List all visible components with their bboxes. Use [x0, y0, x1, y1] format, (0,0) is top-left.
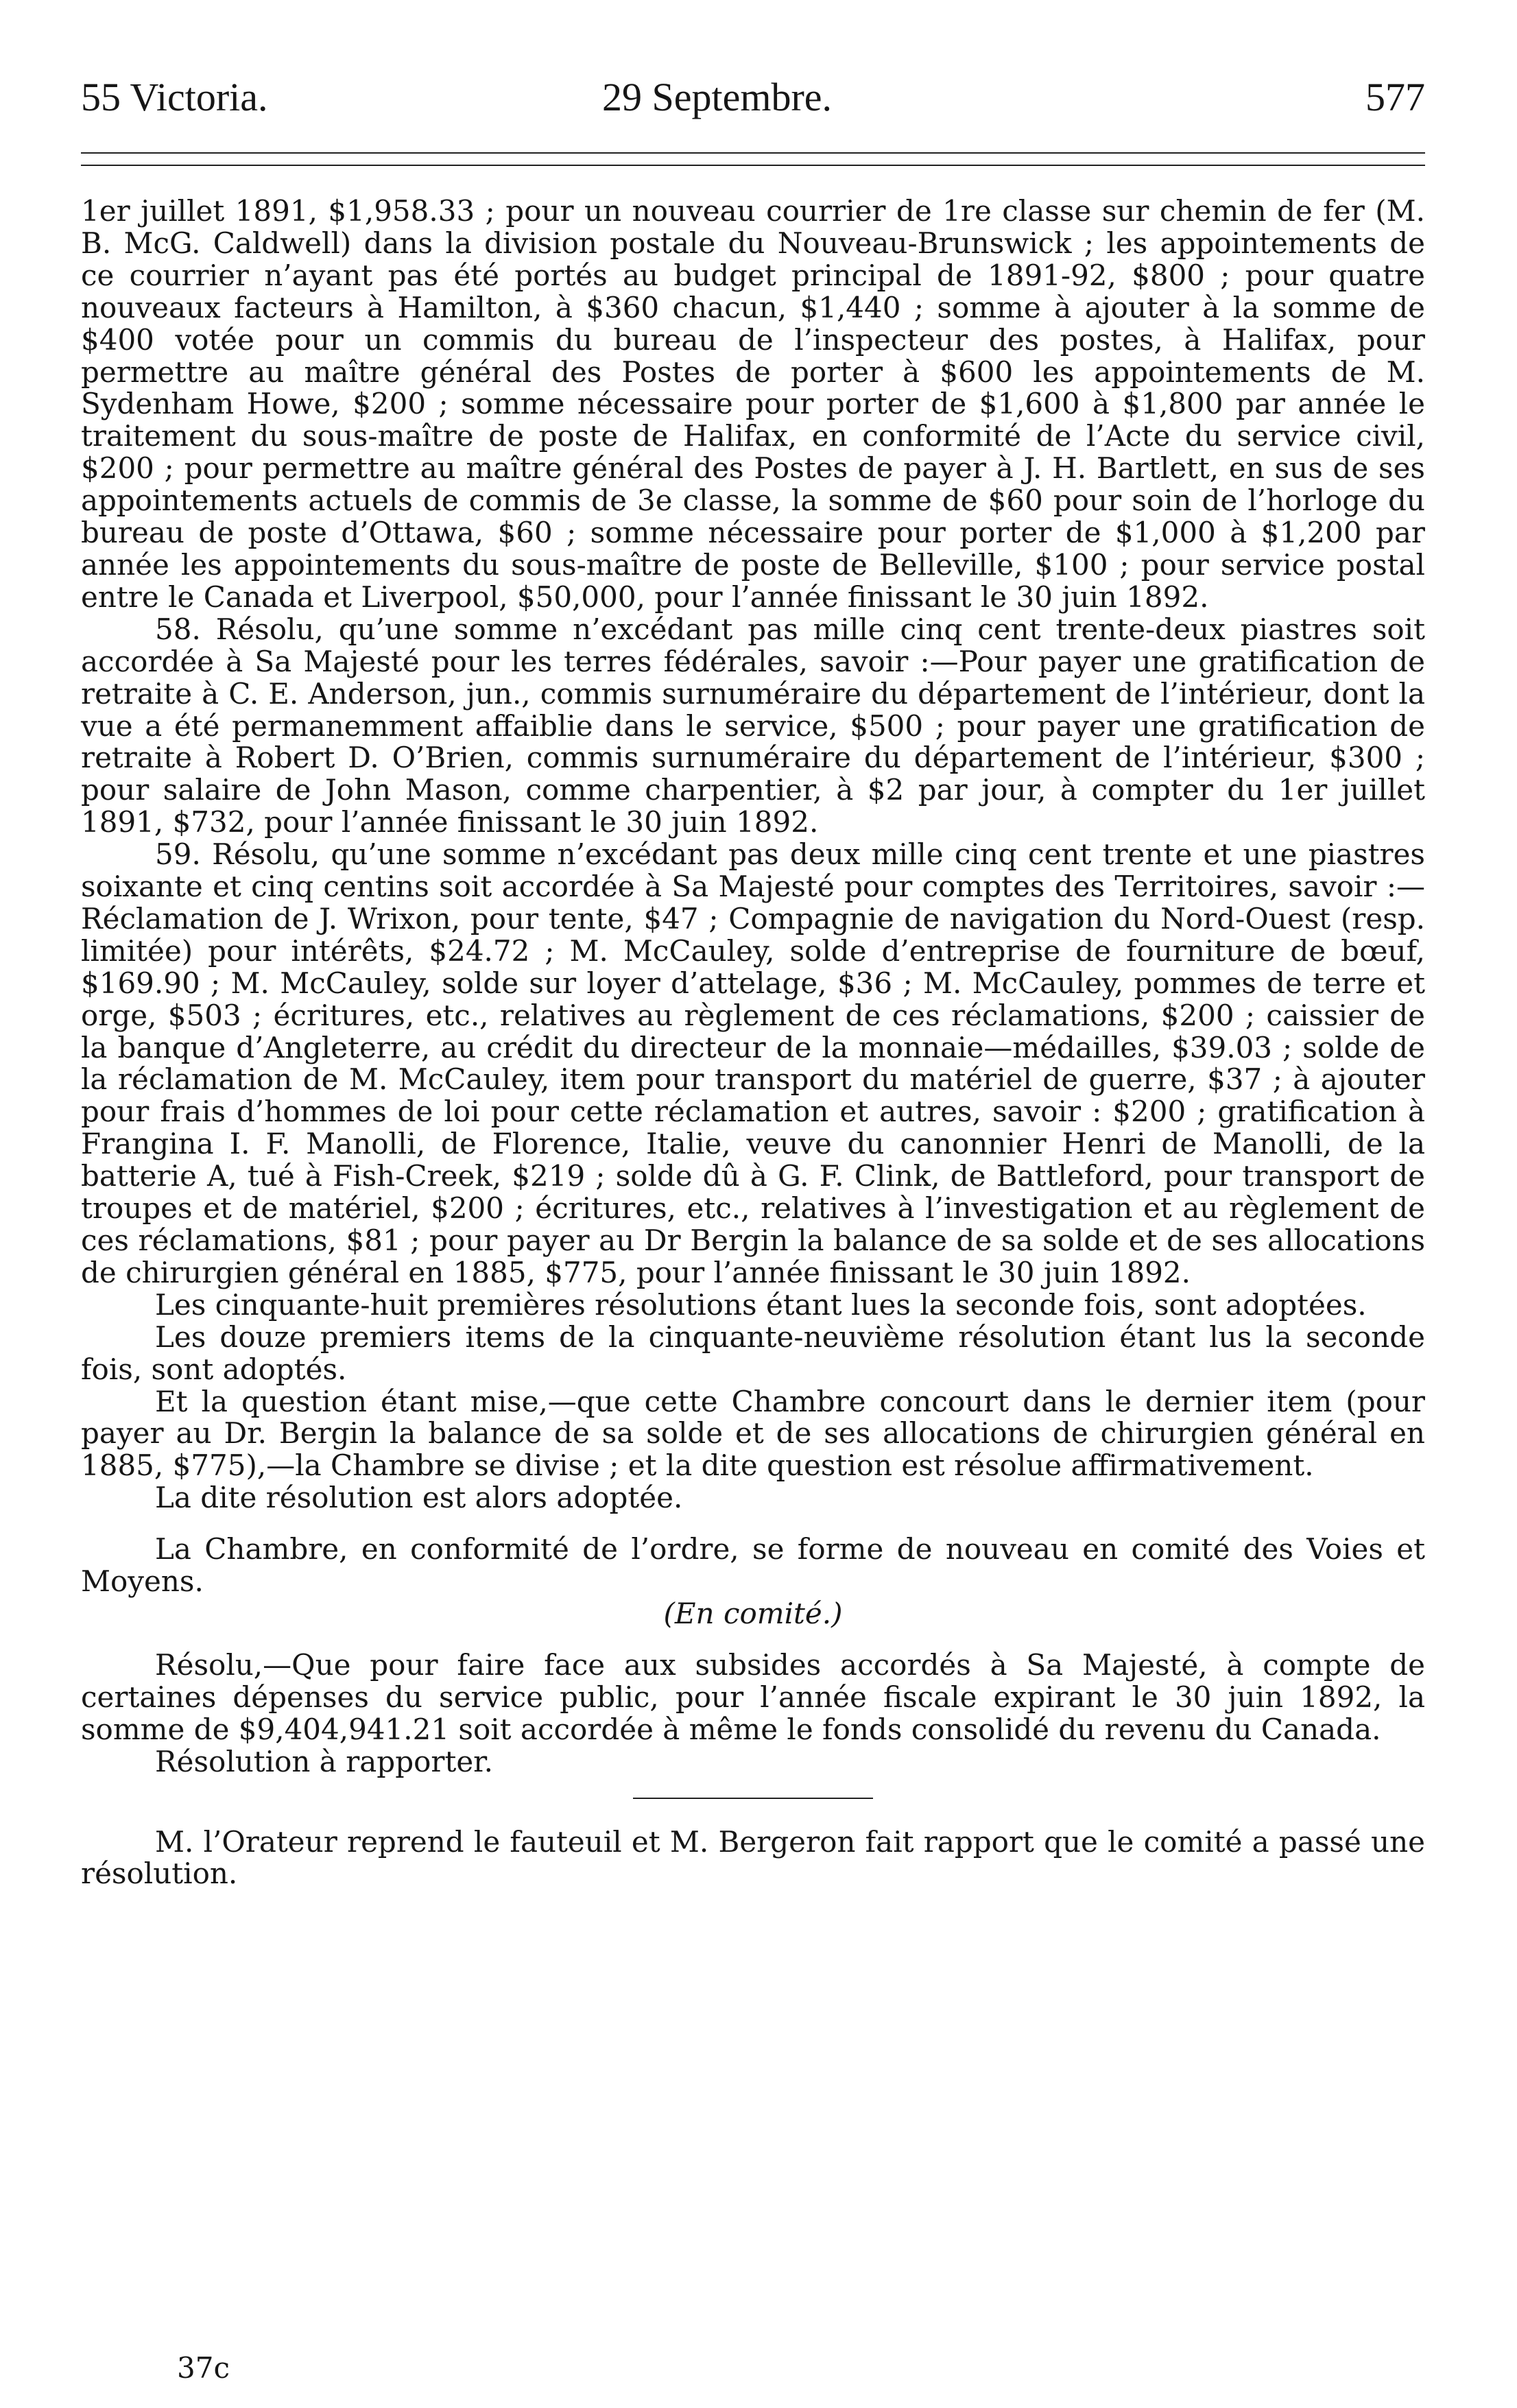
paragraph-to-report: Résolution à rapporter.: [155, 1744, 493, 1778]
paragraph-speaker: M. l’Orateur reprend le fauteuil et M. Bergeron fait rapport que le comité a passé une résolution.: [81, 1824, 1425, 1891]
paragraph-items-adopted: Les douze premiers items de la cinquante-neuvième résolution étant lus la seconde fois, sont adoptés.: [81, 1320, 1425, 1386]
in-committee-text: (En comité.): [663, 1596, 843, 1630]
document-body: [81, 195, 1425, 1890]
header-rule-top: [81, 152, 1425, 154]
spacer: [81, 1630, 1425, 1649]
paragraph-resolved: Résolu,—Que pour faire face aux subsides accordés à Sa Majesté, à compte de certaines dépenses du service public, pour l’année fiscale expirant le 30 juin 1892, la somme de $9,404,941.21 soit accordée à même le fonds consolidé du revenu du Canada.: [81, 1647, 1425, 1746]
page-number: 577: [1365, 75, 1425, 119]
signature-mark: 37c: [177, 2351, 230, 2385]
paragraph-1: 1er juillet 1891, $1,958.33 ; pour un nouveau courrier de 1re classe sur chemin de fer (M. B. McG. Caldwell) dans la division postale du Nouveau-Brunswick ; les appointements de ce courrier n’ayant pas été portés au budget principal de 1891-92, $800 ; pour quatre nouveaux facteurs à Hamilton, à $360 chacun, $1,440 ; somme à ajouter à la somme de $400 votée pour un commis du bureau de l’inspecteur des postes, à Halifax, pour permettre au maître général des Postes de porter à $600 les appointements de M. Sydenham Howe, $200 ; somme nécessaire pour porter de $1,600 à $1,800 par année le traitement du sous-maître de poste de Halifax, en conformité de l’Acte du service civil, $200 ; pour permettre au maître général des Postes de payer à J. H. Bartlett, en sus de ses appointements actuels de commis de 3e classe, la somme de $60 pour soin de l’horloge du bureau de poste d’Ottawa, $60 ; somme nécessaire pour porter de $1,000 à $1,200 par année les appointements du sous-maître de poste de Belleville, $100 ; pour service postal entre le Canada et Liverpool, $50,000, pour l’année finissant le 30 juin 1892.: [81, 194, 1425, 614]
paragraph-resolution-58: 58. Résolu, qu’une somme n’excédant pas mille cinq cent trente-deux piastres soit accordée à Sa Majesté pour les terres fédérales, savoir :—Pour payer une gratification de retraite à C. E. Anderson, jun., commis surnuméraire du département de l’intérieur, dont la vue a été permanemment affaiblie dans le service, $500 ; pour payer une gratification de retraite à Robert D. O’Brien, commis surnuméraire du département de l’intérieur, $300 ; pour salaire de John Mason, comme charpentier, à $2 par jour, à compter du 1er juillet 1891, $732, pour l’année finissant le 30 juin 1892.: [81, 612, 1425, 839]
paragraph-resolution-59: 59. Résolu, qu’une somme n’excédant pas deux mille cinq cent trente et une piastres soixante et cinq centins soit accordée à Sa Majesté pour comptes des Territoires, savoir :—Réclamation de J. Wrixon, pour tente, $47 ; Compagnie de navigation du Nord-Ouest (resp. limitée) pour intérêts, $24.72 ; M. McCauley, solde d’entreprise de fourniture de bœuf, $169.90 ; M. McCauley, solde sur loyer d’attelage, $36 ; M. McCauley, pommes de terre et orge, $503 ; écritures, etc., relatives au règlement de ces réclamations, $200 ; caissier de la banque d’Angleterre, au crédit du directeur de la monnaie—médailles, $39.03 ; solde de la réclamation de M. McCauley, item pour transport du matériel de guerre, $37 ; à ajouter pour frais d’hommes de loi pour cette réclamation et autres, savoir : $200 ; gratification à Frangina I. F. Manolli, de Florence, Italie, veuve du canonnier Henri de Manolli, de la batterie A, tué à Fish-Creek, $219 ; solde dû à G. F. Clink, de Battleford, pour transport de troupes et de matériel, $200 ; écritures, etc., relatives à l’investigation et au règlement de ces réclamations, $81 ; pour payer au Dr Bergin la balance de sa solde et de ses allocations de chirurgien général en 1885, $775, pour l’année finissant le 30 juin 1892.: [81, 837, 1425, 1289]
spacer: [81, 1778, 1425, 1798]
paragraph-committee: La Chambre, en conformité de l’ordre, se forme de nouveau en comité des Voies et Moyens.: [81, 1532, 1425, 1599]
section-divider: [633, 1798, 873, 1799]
header-date: 29 Septembre.: [602, 75, 833, 119]
spacer: [81, 1514, 1425, 1534]
paragraph-question: Et la question étant mise,—que cette Chambre concourt dans le dernier item (pour payer au Dr. Bergin la balance de sa solde et de ses allocations de chirurgien général en 1885, $775),—la Chambre se divise ; et la dite question est résolue affirmativement.: [81, 1384, 1425, 1483]
paragraph-resolution-adopted: La dite résolution est alors adoptée.: [155, 1481, 683, 1515]
in-committee-heading: [81, 1598, 1425, 1630]
header-session: 55 Victoria.: [81, 75, 268, 119]
header-rule-bottom: [81, 165, 1425, 166]
page-header: [81, 60, 1425, 136]
paragraph-adopted-58: Les cinquante-huit premières résolutions étant lues la seconde fois, sont adoptées.: [155, 1287, 1367, 1322]
